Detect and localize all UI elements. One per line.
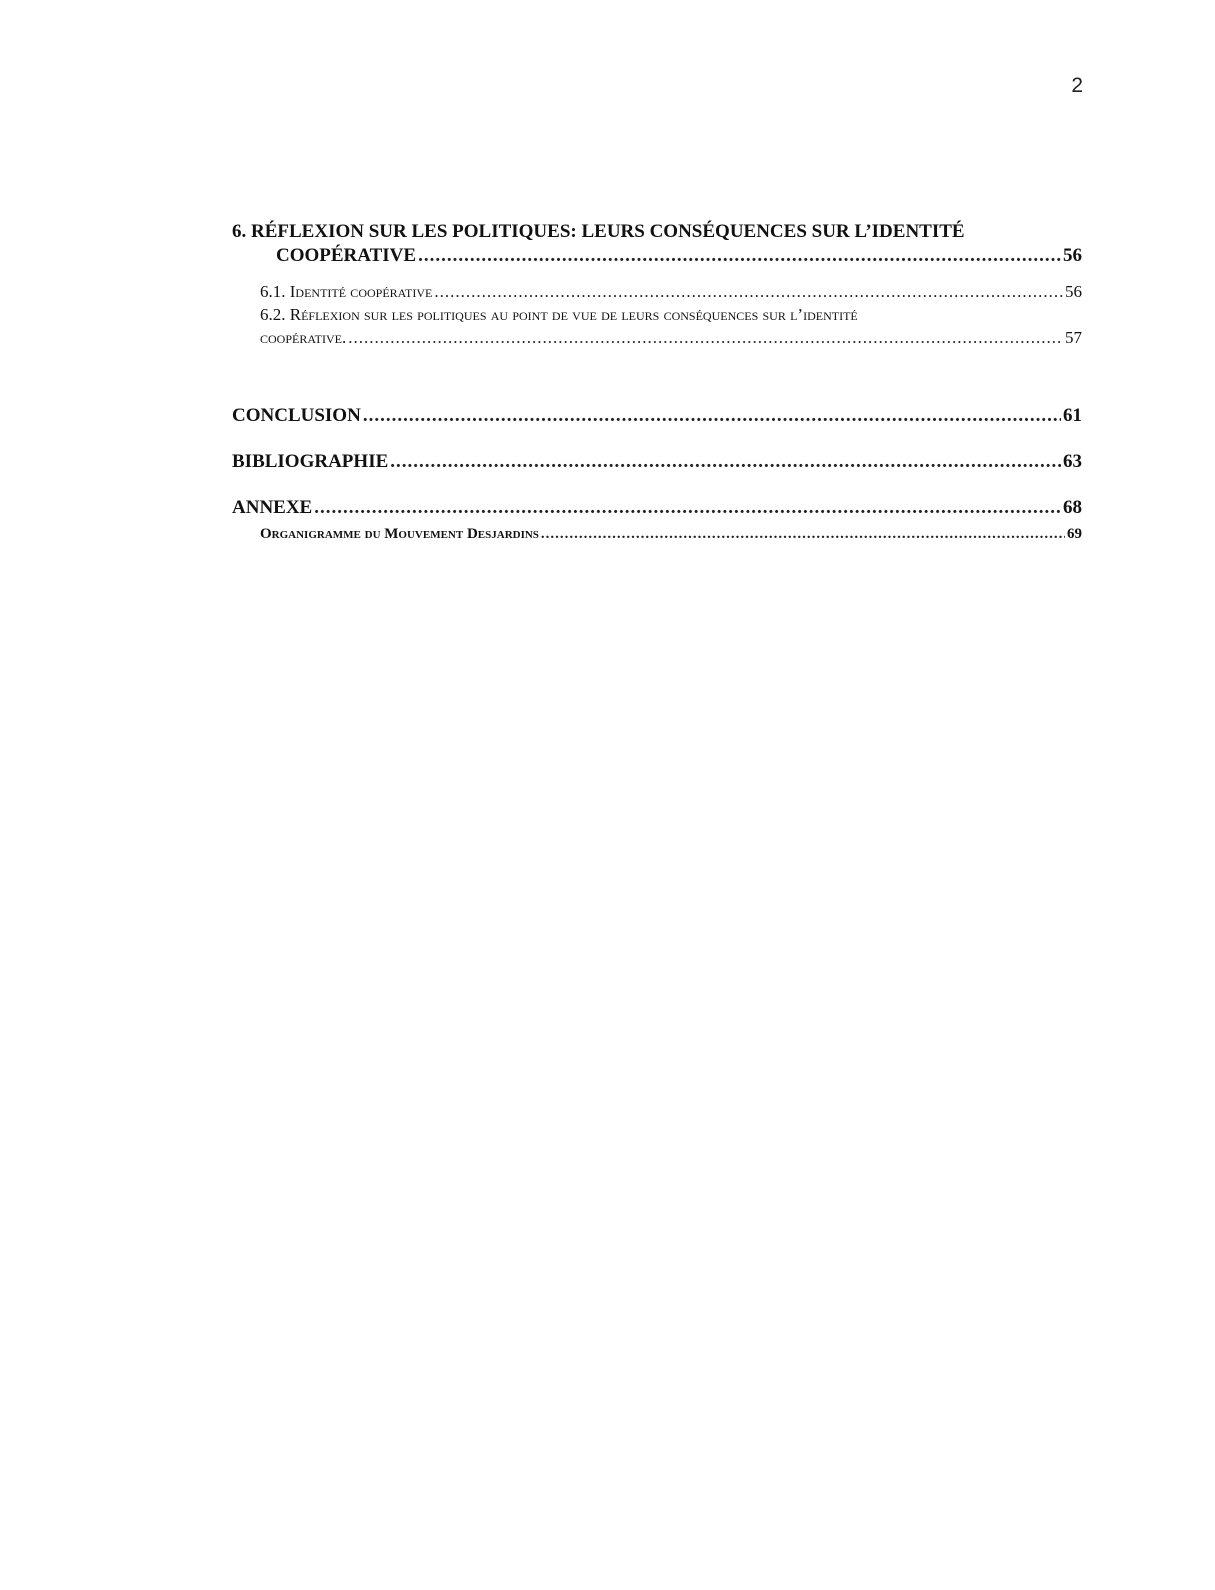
dot-leader xyxy=(390,450,1061,474)
dot-leader xyxy=(363,404,1061,428)
toc-entry-annexe-label: ANNEXE xyxy=(232,497,313,518)
dot-leader xyxy=(418,244,1061,268)
toc-entry-organigramme-label: Organigramme du Mouvement Desjardins xyxy=(260,526,539,542)
toc-section-6-title: 6. RÉFLEXION SUR LES POLITIQUES: LEURS CONSÉQUENCES SUR L’IDENTITÉ xyxy=(232,221,965,242)
toc-entry-annexe[interactable] xyxy=(232,496,1082,520)
toc-section-6-entry[interactable] xyxy=(232,244,1082,268)
toc-entry-bibliographie-page: 63 xyxy=(1063,451,1082,472)
toc-entry-6-1[interactable] xyxy=(232,280,1082,303)
page-number: 2 xyxy=(1071,74,1083,97)
table-of-contents xyxy=(232,220,1082,544)
dot-leader xyxy=(314,496,1061,520)
toc-entry-conclusion-label: CONCLUSION xyxy=(232,405,361,426)
toc-entry-bibliographie-label: BIBLIOGRAPHIE xyxy=(232,451,389,472)
toc-entry-6-2[interactable] xyxy=(232,326,1082,349)
toc-entry-6-1-page: 56 xyxy=(1065,282,1082,301)
dot-leader xyxy=(541,524,1065,544)
dot-leader xyxy=(348,326,1063,349)
toc-entry-annexe-page: 68 xyxy=(1063,497,1082,518)
dot-leader xyxy=(434,280,1063,303)
toc-entry-6-1-label: 6.1. Identité coopérative xyxy=(260,282,433,301)
toc-entry-bibliographie[interactable] xyxy=(232,450,1082,474)
toc-entry-conclusion[interactable] xyxy=(232,404,1082,428)
toc-entry-organigramme[interactable] xyxy=(232,524,1082,544)
toc-entry-organigramme-page: 69 xyxy=(1067,526,1082,542)
toc-entry-6-2-page: 57 xyxy=(1065,328,1082,347)
toc-entry-conclusion-page: 61 xyxy=(1063,405,1082,426)
toc-section-6-title-cont: COOPÉRATIVE xyxy=(276,245,417,266)
toc-entry-6-2-label: 6.2. Réflexion sur les politiques au point de vue de leurs conséquences sur l’identité xyxy=(260,305,858,324)
toc-section-6-page: 56 xyxy=(1063,245,1082,266)
toc-entry-6-2-label-cont: coopérative. xyxy=(260,328,347,347)
